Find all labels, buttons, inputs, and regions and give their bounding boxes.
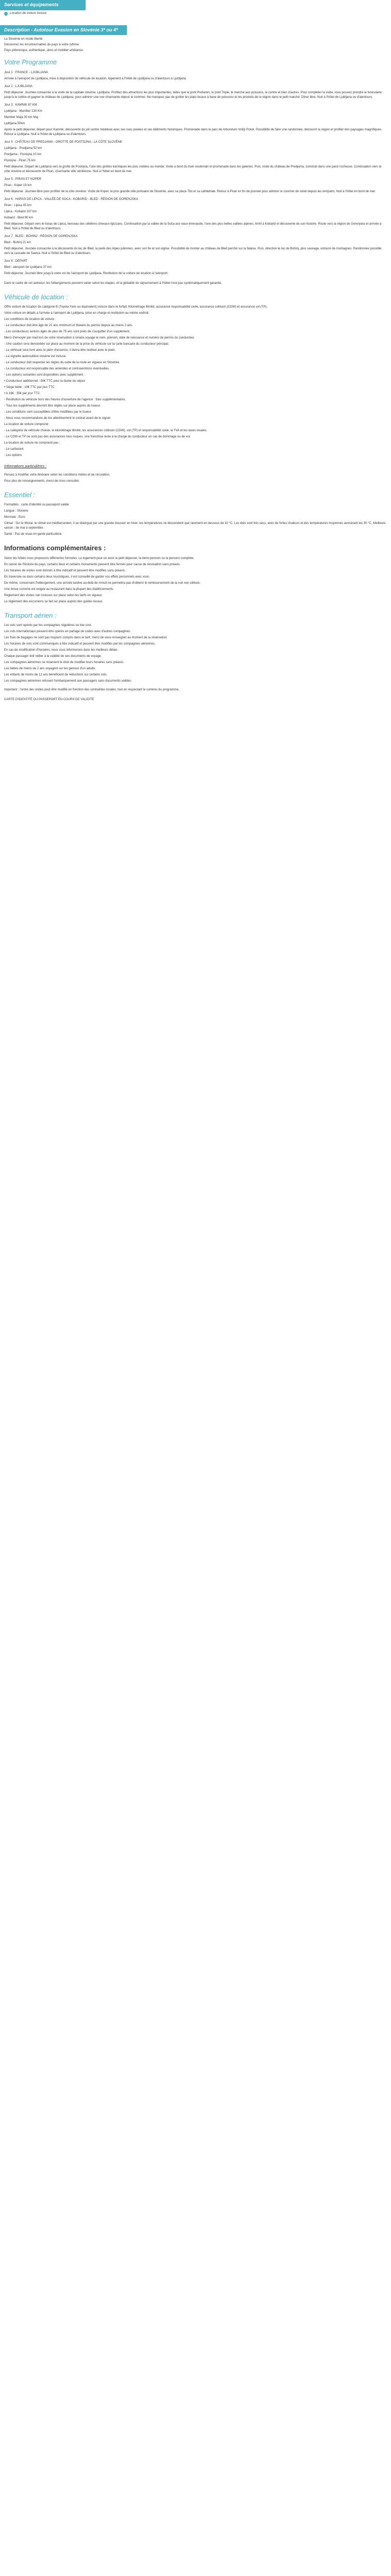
essential-line: Langue : Slovène [4, 510, 28, 513]
day-item [4, 140, 387, 174]
vehicle-list [4, 305, 387, 458]
essential-line: Santé : Pas de visas en garde particulière. [4, 533, 62, 536]
day-text: Mamber Maja 30 km Maj [4, 115, 39, 119]
complementary-line: Selon les hôtels nous proposons différentes formules. Le logement peut ou avoir le petit déjeuner, la demi-pension ou la pension complète. [4, 556, 194, 560]
vehicle-line: - Restitution du véhicule hors des heures d'ouverture de l'agence : frais supplémentaires. [4, 398, 126, 401]
vehicle-line: Offre voiture de location de catégorie B (Toyota Yaris ou équivalent) incluse dans le forfait. Kilométrage illimité, assurance responsabilité civile, assurance collision (CDW) et assurance vol (TP). [4, 306, 268, 309]
day-text: Petit déjeuner. Journée libre pour profiter de la côte slovène. Visite de Koper, la plus grande ville portuaire de Slovénie, avec sa place Tito et sa cathédrale. Retour à Piran en fin de journée pour admirer le coucher de soleil depuis les remparts. Nuit à l'hôtel en bord de mer. [4, 190, 376, 193]
day-title: Jour 2 : LJUBLJANA [4, 84, 33, 88]
transport-line: Chaque passager doit veiller à la validité de ses documents de voyage. [4, 655, 102, 658]
transport-line: Les compagnies aériennes refusent l'embarquement aux passagers sans documents valides. [4, 680, 132, 683]
transport-line: En cas de modification d'horaires, nous vous informerons dans les meilleurs délais. [4, 649, 118, 652]
vehicle-line: • A 19€ : 35€ par jour TTC [4, 392, 40, 395]
day-item [4, 84, 387, 100]
day-text: Arrivée à l'aéroport de Ljubljana, mise à disposition de véhicule de location, logement à l'hôtel de Ljubljana ou d'alentours à Ljubljana. [4, 77, 187, 80]
transport-line: Les bébés de moins de 2 ans voyagent sur les genoux d'un adulte. [4, 667, 96, 670]
location-info [4, 11, 391, 16]
day-title: Jour 6 : HARAS DE LIPICA - VALLÉE DE SOCA - KOBARID - BLED - RÉGION DE GORENJSKA [4, 197, 138, 201]
day-text: Kobarid - Bled 90 km [4, 216, 34, 219]
day-text: Lipica - Kobarid 107 km [4, 210, 37, 213]
intro-line: Pays pittoresque, authentique, alors et mobilier ambiance. [4, 49, 84, 52]
vehicle-line: - Le carburant [4, 448, 24, 451]
vehicle-line: - La catégorie de véhicule choisie, le kilométrage illimité, les assurances collision (CDW), vol (TP) et responsabilité civile, la TVA et les taxes locales. [4, 429, 207, 432]
vehicle-line: La location de voiture comprend : [4, 423, 50, 426]
info-line: Pour plus de renseignements, merci de nous consulter. [4, 479, 80, 483]
complementary-line: De même, concernant l'hébergement, une arrivée tardive au-delà de minuit ne permettra pas d'obtenir le remboursement de la nuit non utilisée. [4, 581, 201, 585]
day-text: Ljubljana - Mamber 130 Km [4, 109, 42, 113]
transport-list [4, 623, 387, 684]
complementary-line: Les horaires de visites sont donnés à titre indicatif et peuvent être modifiés sans préavis. [4, 569, 126, 572]
essential-title: Essentiel : [4, 490, 35, 499]
vehicle-title: Véhicule de location : [4, 293, 68, 301]
transport-line: Les vols sont opérés par les compagnies régulières ou low cost. [4, 624, 92, 627]
main-content [0, 37, 391, 702]
vehicle-line: - Nous vous recommandons de lire attentivement le contrat avant de le signer. [4, 417, 111, 420]
transport-line: Les enfants de moins de 12 ans bénéficient de réductions sur certains vols. [4, 673, 108, 676]
intro-line: La Slovénie en mode liberté [4, 38, 43, 41]
info-title: Informations particulières : [4, 465, 47, 468]
day-item [4, 234, 387, 256]
day-text: Petit déjeuner. Journée consacrée à la visite de la capitale slovène, Ljubljana. Profitez des attractions les plus importantes, telles que le pont Prešeren, le pont Triple, le marché aux poissons, le centre et bien d'autres. Pour compléter la visite, vous pouvez prendre le funiculaire jusqu'à la colline et gagner le château de Ljubljana, pour admirer une vue charmante depuis le sommet. Ne manquez pas de goûter les plats locaux à base de poissons et les produits de la région dans le petit marché. Dîner libre. Nuit à l'hôtel de Ljubljana ou d'alentours. [4, 91, 382, 99]
day-item [4, 177, 387, 194]
vehicle-line: Votre voiture en détails à l'arrivée à l'aéroport de Ljubljana, prise en charge et restitution au même endroit. [4, 312, 150, 315]
vehicle-line: Merci d'envoyer par mail lors de votre réservation à sinaire.voyage le nom, prénom, date de naissance et numéro de permis du conducteur. [4, 336, 195, 340]
essential-list [4, 503, 387, 537]
day-title: Jour 4 : CHÂTEAU DE PREDJAMA - GROTTE DE POSTOJNA - LA CÔTE SLOVÈNE [4, 140, 122, 144]
days-list [4, 71, 387, 276]
vehicle-line: Les conditions de location de voiture : [4, 318, 56, 321]
day-text: Après le petit déjeuner, départ pour Kamnik, découverte du joli centre médiéval avec ses rues pavées et ses bâtiments historiques. Promenade dans le parc de Arboretum Volčji Potok. Possibilité de faire une randonnée, découvrir la région et profiter des paysages magnifiques. Retour à Ljubljana. Nuit à l'hôtel de Ljubljana ou d'alentours. [4, 128, 382, 136]
vehicle-line: - Les options [4, 454, 22, 457]
day-title: Jour 8 : DÉPART [4, 259, 28, 263]
day-text: Bled - aéroport de Ljubljana 37 km [4, 265, 52, 269]
essential-line: Formalités : carte d'identité ou passeport valide [4, 503, 69, 506]
vehicle-line: - Tous les suppléments devront être réglés sur place auprès du loueur. [4, 404, 101, 408]
description-banner: Description - Autotour Evasion en Slovénie 3* ou 4* [0, 25, 127, 36]
vehicle-line: • Siège bébé : 10€ TTC par jour TTC [4, 386, 55, 389]
essential-line: Climat : Sur le littoral, le climat est méditerranéen, il se distingue par une grande douceur en hiver, les températures ne descendent que rarement en dessous de 10 °C. Les étés sont très secs, avec de fortes chaleurs et des températures moyennes avoisinant les 30 °C. Meilleure saison : de mai à septembre. [4, 522, 386, 530]
vehicle-line: - Les conducteurs seniors âgés de plus de 75 ans sont priés de s'acquitter d'un supplément. [4, 330, 131, 333]
transport-line: Les vols internationaux peuvent être opérés en partage de codes avec d'autres compagnies. [4, 630, 131, 633]
essential-line: Monnaie : Euro [4, 516, 25, 519]
vehicle-line: - Le conducteur doit être âgé de 21 ans minimum et titulaire du permis depuis au moins 2 ans. [4, 324, 133, 327]
important-note: Important : l'ordre des visites peut être modifié en fonction des contraintes locales, tout en respectant le contenu du programme. [4, 688, 180, 691]
services-banner: Services et équipements [0, 0, 86, 10]
vehicle-line: - Les options suivantes sont disponibles avec supplément : [4, 374, 85, 377]
vehicle-line: - La vignette autoroutière slovène est incluse. [4, 355, 67, 358]
complementary-title: Informations complémentaires : [4, 544, 106, 552]
vehicle-line: - Le véhicule sera livré avec le plein d'essence, il devra être restitué avec le plein. [4, 349, 116, 352]
day-text: Bled - Bohinj 21 km [4, 241, 31, 244]
complementary-line: Le règlement des excursions se fait sur place auprès des guides locaux. [4, 600, 103, 603]
transport-line: Les compagnies aériennes se réservent le droit de modifier leurs horaires sans préavis. [4, 661, 124, 664]
day-text: Piran - Lipica 45 km [4, 204, 32, 207]
vehicle-line: - Les conditions sont susceptibles d'être modifiées par le loueur. [4, 411, 92, 414]
day-text: Ljubljana 50km [4, 122, 25, 125]
day-text: Petit déjeuner. Départ vers le haras de Lipica, berceau des célèbres chevaux lipizzans. Continuation par la vallée de la Soča aux eaux émeraude, l'une des plus belles vallées alpines. Arrêt à Kobarid et découverte de son histoire. Route vers la région de Gorenjska et arrivée à Bled. Nuit à l'hôtel de Bled ou d'alentours. [4, 222, 382, 230]
complementary-list [4, 556, 387, 604]
day-text: Postojne - Piran 75 km [4, 159, 36, 162]
day-item [4, 259, 387, 276]
day-text: Ljubljana - Predjama 52 km [4, 146, 42, 150]
intro-line: Découvrez les incontournables du pays à votre rythme. [4, 43, 80, 46]
intro [4, 37, 387, 53]
day-text: Petit déjeuner. Départ de Ljubljana vers la grotte de Postojna, l'une des grottes karstiques les plus visitées au monde. Visite à bord du train souterrain et promenade dans les galeries. Puis, visite du château de Predjama, construit dans une paroi rocheuse. Continuation vers la côte slovène et découverte de Piran, charmante ville vénitienne. Nuit à l'hôtel en bord de mer. [4, 165, 382, 173]
day-item [4, 103, 387, 137]
vehicle-line: - Une caution sera demandée sur place au moment de la prise du véhicule sur la carte bancaire du conducteur principal. [4, 343, 169, 346]
vehicle-line: - Le conducteur doit respecter les règles du code de la route en vigueur en Slovénie. [4, 361, 120, 364]
transport-title: Transport aérien : [4, 611, 57, 619]
day-text: Predjama - Postojna 10 km [4, 152, 42, 156]
transport-line: Les horaires de vols sont communiqués à titre indicatif et peuvent être modifiés par les compagnies aériennes. [4, 642, 156, 646]
vehicle-line: • Conducteur additionnel : 50€ TTC pour la durée du séjour [4, 380, 86, 383]
day-text: Petit déjeuner. Journée libre jusqu'à votre vol de l'aéroport de Ljubljana. Restitution de la voiture de location à l'aéroport. [4, 272, 169, 275]
footer-text: CARTE D'IDENTITÉ OU PASSEPORT EN COURS DE VALIDITÉ [4, 698, 94, 701]
day-title: Jour 1 : FRANCE - LJUBLJANA [4, 71, 48, 74]
day-item [4, 197, 387, 231]
complementary-line: En traversée ou dans certains lieux touristiques, il est conseillé de garder vos effets personnels avec vous. [4, 575, 150, 579]
location-pin-icon [4, 11, 9, 16]
day-text: Piran - Koper 19 km [4, 183, 32, 187]
vehicle-line: - Le CDW et TP ne sont pas des assurances tous risques, une franchise reste à la charge du conducteur en cas de dommage ou de vol. [4, 435, 191, 438]
day-title: Jour 3 : KAMNIK 87 KM [4, 103, 37, 107]
program-title: Votre Programme [4, 58, 57, 66]
complementary-line: En raison de l'histoire du pays, certains lieux et certains monuments peuvent être fermés pour cause de rénovation sans préavis. [4, 563, 181, 566]
day-title: Jour 7 : BLED - BOHINJ - RÉGION DE GORENJSKA [4, 234, 78, 238]
complementary-line: Réglement des visites non incluses sur place selon les tarifs en vigueur. [4, 594, 103, 597]
day-title: Jour 5 : PIRAN ET KOPER [4, 177, 41, 181]
location-label: Location de voiture incluse [10, 11, 47, 15]
program-note: Dans le cadre de cet autotour, les hébergements peuvent varier selon les étapes, et la globalité du séjournement à l'hôtel n'est pas systématiquement garantie. [4, 281, 222, 285]
info-list [4, 473, 387, 484]
page [0, 0, 391, 704]
vehicle-line: - Le conducteur est responsable des amendes et contraventions éventuelles. [4, 367, 110, 370]
transport-line: Les frais de bagages ne sont pas toujours compris dans le tarif, merci de vous renseigner au moment de la réservation. [4, 636, 168, 639]
day-text: Petit déjeuner. Journée consacrée à la découverte du lac de Bled, la perle des Alpes juliennes, avec son île et son église. Possibilité de monter au château de Bled perché sur la falaise. Puis, direction le lac de Bohinj, plus sauvage, entouré de montagnes. Randonnée possible vers la cascade de Savica. Nuit à l'hôtel de Bled ou d'alentours. [4, 247, 382, 255]
vehicle-line: La location de voiture ne comprend pas : [4, 442, 60, 445]
info-line: Pensez à modifier votre itinéraire selon les conditions météo et de circulation. [4, 473, 110, 477]
complementary-line: Une tenue correcte est exigée au restaurant dans la plupart des établissements. [4, 587, 114, 591]
day-item [4, 71, 387, 81]
